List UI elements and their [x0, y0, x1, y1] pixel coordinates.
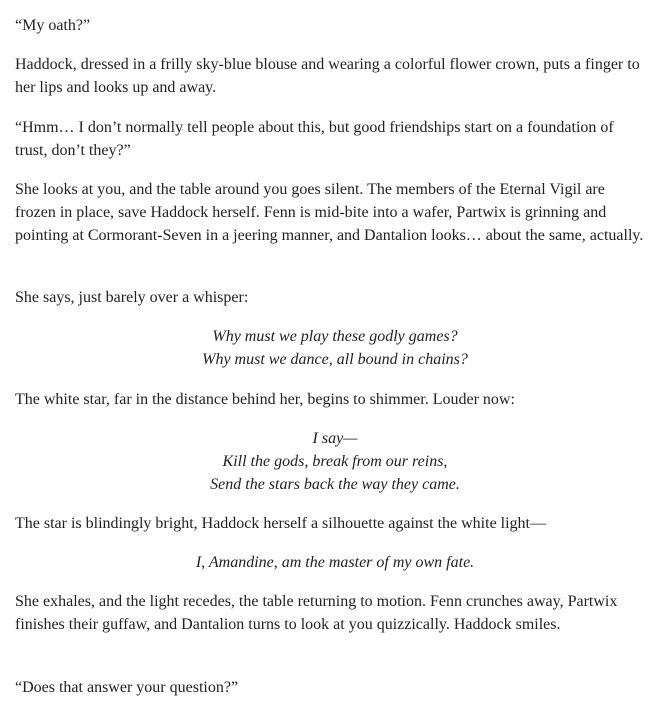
verse-line: Send the stars back the way they came.: [210, 476, 460, 493]
paragraph-my-oath: “My oath?”: [15, 17, 91, 34]
paragraph-haddock-speech: “Hmm… I don’t normally tell people about this, but good friendships start on a foundation of trust, don’t they?”: [15, 119, 614, 159]
paragraph-whisper: She says, just barely over a whisper:: [15, 289, 249, 306]
verse-line: I, Amandine, am the master of my own fate.: [195, 554, 475, 571]
verse-kill-the-gods: [15, 427, 655, 496]
verse-line: Why must we play these godly games?: [212, 328, 458, 345]
paragraph-table-silent: She looks at you, and the table around you goes silent. The members of the Eternal Vigil are frozen in place, save Haddock herself. Fenn is mid-bite into a wafer, Partwix is grinning and pointing at Cormorant-Seven in a jeering manner, and Dantalion looks… about the same, actually.: [15, 181, 644, 244]
verse-amandine: [15, 551, 655, 574]
paragraph-star-bright: The star is blindingly bright, Haddock herself a silhouette against the white light—: [15, 515, 546, 532]
verse-line: Kill the gods, break from our reins,: [222, 453, 448, 470]
paragraph-haddock-description: Haddock, dressed in a frilly sky-blue blouse and wearing a colorful flower crown, puts a finger to her lips and looks up and away.: [15, 56, 640, 96]
paragraph-exhales: She exhales, and the light recedes, the table returning to motion. Fenn crunches away, Partwix finishes their guffaw, and Dantalion turns to look at you quizzically. Haddock smiles.: [15, 593, 618, 633]
paragraph-answer-question: “Does that answer your question?”: [15, 679, 239, 696]
verse-godly-games: [15, 325, 655, 371]
verse-line: Why must we dance, all bound in chains?: [202, 351, 468, 368]
verse-line: I say—: [312, 430, 358, 447]
paragraph-white-star: The white star, far in the distance behind her, begins to shimmer. Louder now:: [15, 391, 515, 408]
